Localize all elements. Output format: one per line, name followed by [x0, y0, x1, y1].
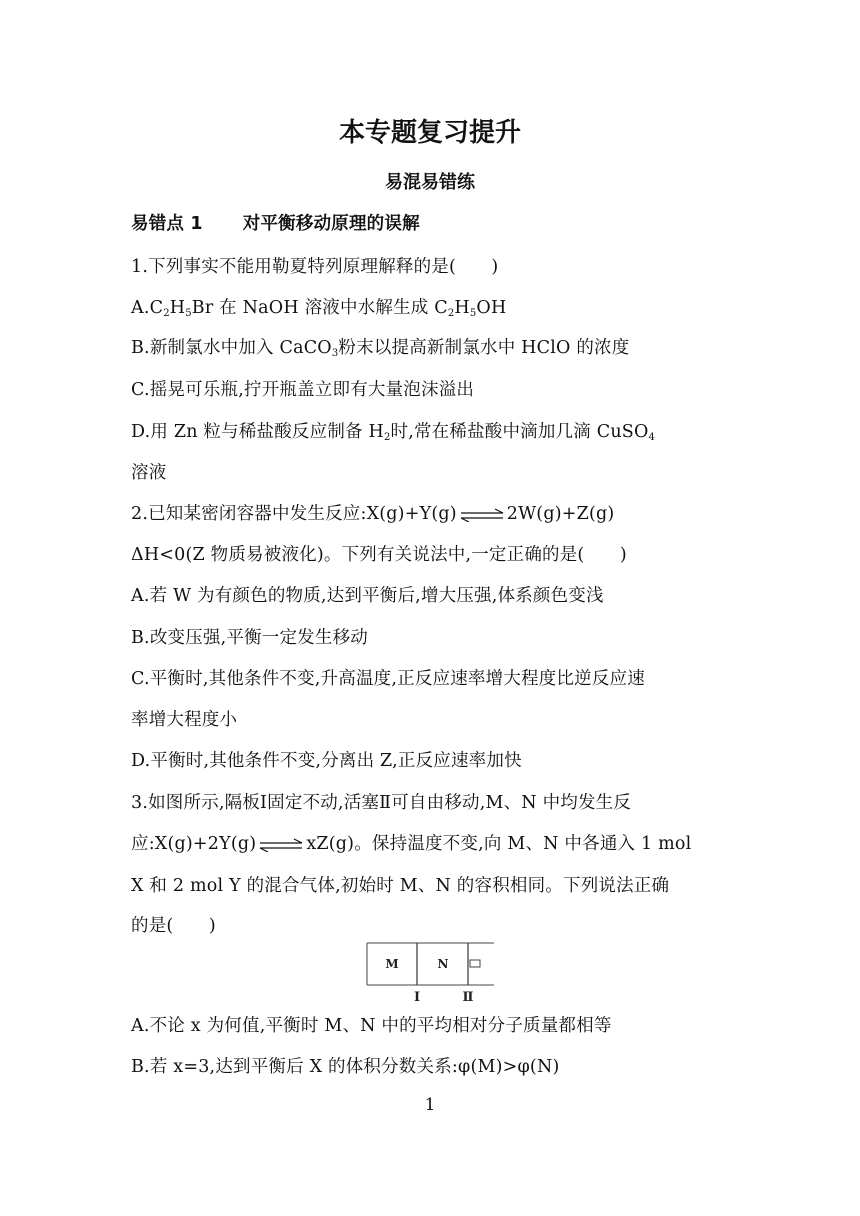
section-title: 对平衡移动原理的误解 [242, 214, 420, 234]
q1-option-d-continued: 溶液 [131, 463, 167, 483]
section-label: 易错点 1 [131, 214, 203, 234]
q2-option-c: C.平衡时,其他条件不变,升高温度,正反应速率增大程度比逆反应速 [131, 669, 645, 689]
divider-label: Ⅰ [413, 990, 421, 1004]
q3-stem-line1: 3.如图所示,隔板Ⅰ固定不动,活塞Ⅱ可自由移动,M、N 中均发生反 [131, 793, 632, 813]
chamber-m-label: M [385, 957, 399, 971]
q2-option-c-continued: 率增大程度小 [131, 710, 238, 730]
q2-stem-line2: ΔH<0(Z 物质易被液化)。下列有关说法中,一定正确的是( ) [131, 545, 627, 565]
q1-stem: 1.下列事实不能用勒夏特列原理解释的是( ) [131, 257, 499, 277]
q2-option-b: B.改变压强,平衡一定发生移动 [131, 628, 368, 648]
reversible-arrow-icon [258, 838, 304, 852]
q1-option-b: B.新制氯水中加入 CaCO$_3$粉末以提高新制氯水中 HClO 的浓度 [131, 338, 630, 359]
q3-stem-line3: X 和 2 mol Y 的混合气体,初始时 M、N 的容积相同。下列说法正确 [131, 876, 670, 896]
page-subtitle: 易混易错练 [385, 172, 475, 193]
section-heading [131, 210, 420, 235]
q1-option-a: $A.C_2H_5Br$ 在 NaOH 溶液中水解生成 $C_2H_5OH$ [131, 298, 507, 319]
q1-option-d: D.用 Zn 粒与稀盐酸反应制备 $H_2$时,常在稀盐酸中滴加几滴 CuSO$_4$ [131, 422, 656, 443]
q2-stem-line1: 2.已知某密闭容器中发生反应:X(g)+Y(g) 2W(g)+Z(g) [131, 504, 615, 524]
q3-option-a: A.不论 x 为何值,平衡时 M、N 中的平均相对分子质量都相等 [131, 1016, 612, 1036]
q3-stem-line4: 的是( ) [131, 916, 216, 936]
q2-option-a: A.若 W 为有颜色的物质,达到平衡后,增大压强,体系颜色变浅 [131, 586, 604, 606]
page-title: 本专题复习提升 [338, 118, 521, 148]
container-diagram [366, 942, 496, 1004]
page-number: 1 [424, 1095, 436, 1115]
q3-option-b: B.若 x=3,达到平衡后 X 的体积分数关系:φ(M)>φ(N) [131, 1057, 560, 1077]
q2-option-d: D.平衡时,其他条件不变,分离出 Z,正反应速率加快 [131, 751, 522, 771]
q3-stem-line2: 应:X(g)+2Y(g) xZ(g)。保持温度不变,向 M、N 中各通入 1 mol [131, 834, 692, 854]
piston-label: Ⅱ [462, 990, 474, 1004]
chamber-n-label: N [437, 957, 449, 971]
q1-option-c: C.摇晃可乐瓶,拧开瓶盖立即有大量泡沫溢出 [131, 380, 475, 400]
reversible-arrow-icon [459, 508, 505, 522]
